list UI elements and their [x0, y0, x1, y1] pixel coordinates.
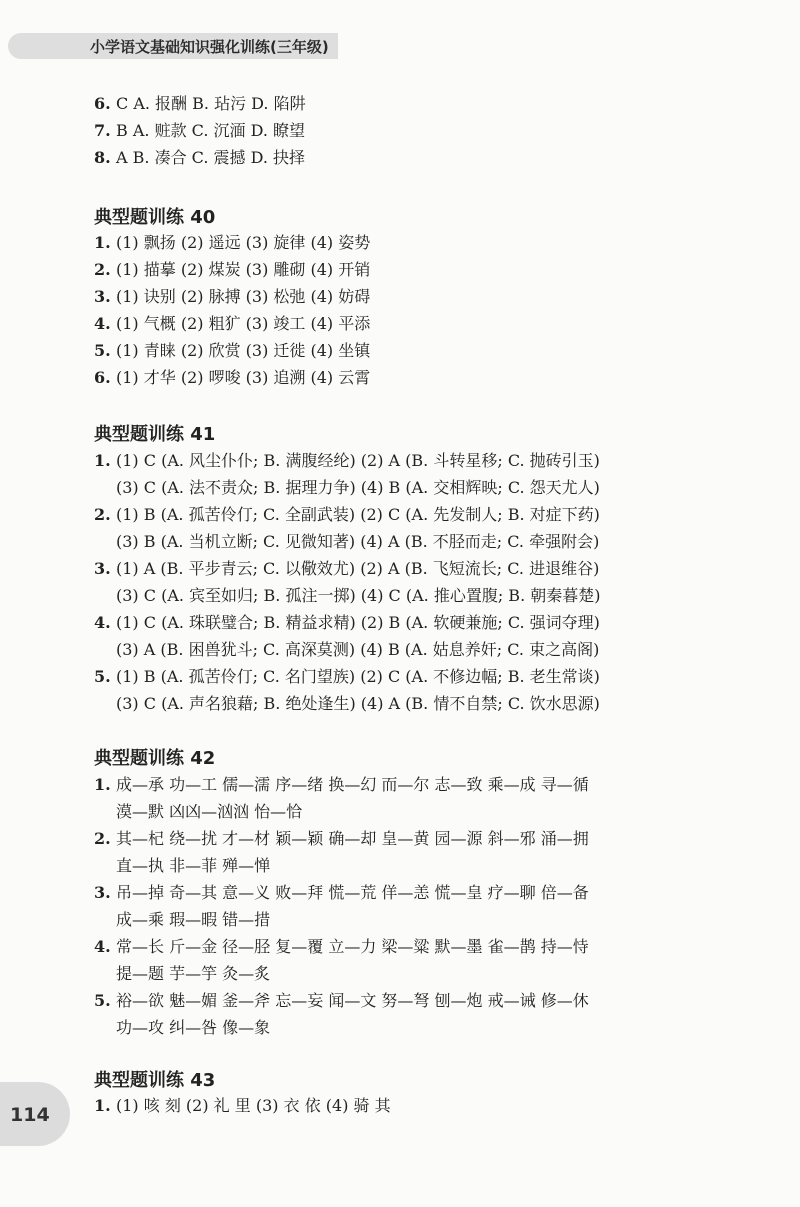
answer-line: 直—执 非—菲 殚—惮 [116, 856, 271, 875]
answer-line: (3) C (A. 宾至如归; B. 孤注一掷) (4) C (A. 推心置腹; B. 朝秦暮楚) [116, 586, 601, 605]
answer-line: 漠—默 凶凶—汹汹 怡—恰 [116, 802, 303, 821]
answer-line: 3. 吊—掉 奇—其 意—义 败—拜 慌—荒 佯—恙 慌—皇 疗—聊 倍—备 [94, 883, 589, 902]
answer-line: (3) A (B. 困兽犹斗; C. 高深莫测) (4) B (A. 姑息养奸; C. 束之高阁) [116, 640, 600, 659]
answer-line: 5. (1) B (A. 孤苦伶仃; C. 名门望族) (2) C (A. 不修边幅; B. 老生常谈) [94, 667, 600, 686]
answer-line: (3) C (A. 声名狼藉; B. 绝处逢生) (4) A (B. 情不自禁; C. 饮水思源) [116, 694, 600, 713]
answer-line: 功—攻 纠—咎 像—象 [116, 1018, 271, 1037]
answer-line: 7. B A. 赃款 C. 沉湎 D. 瞭望 [94, 121, 306, 140]
answer-line: (3) B (A. 当机立断; C. 见微知著) (4) A (B. 不胫而走; C. 牵强附会) [116, 532, 600, 551]
section-title-41: 典型题训练 41 [94, 424, 216, 445]
answer-line: 2. (1) 描摹 (2) 煤炭 (3) 雕砌 (4) 开销 [94, 260, 371, 279]
answer-line: 4. (1) C (A. 珠联璧合; B. 精益求精) (2) B (A. 软硬兼施; C. 强词夺理) [94, 613, 600, 632]
answer-line: 3. (1) A (B. 平步青云; C. 以儆效尤) (2) A (B. 飞短流长; C. 进退维谷) [94, 559, 600, 578]
answer-line: 2. 其—杞 绕—扰 才—材 颖—颖 确—却 皇—黄 园—源 斜—邪 涌—拥 [94, 829, 589, 848]
page-number: 114 [10, 1104, 50, 1126]
answer-line: 4. 常—长 斤—金 径—胫 复—覆 立—力 梁—粱 默—墨 雀—鹊 持—恃 [94, 937, 589, 956]
answer-line: 1. (1) 咳 刻 (2) 礼 里 (3) 衣 依 (4) 骑 其 [94, 1096, 391, 1115]
answer-line: 成—乘 瑕—暇 错—措 [116, 910, 271, 929]
answer-line: 8. A B. 凑合 C. 震撼 D. 抉择 [94, 148, 306, 167]
answer-line: 4. (1) 气概 (2) 粗犷 (3) 竣工 (4) 平添 [94, 314, 371, 333]
answer-line: 1. (1) C (A. 风尘仆仆; B. 满腹经纶) (2) A (B. 斗转星移; C. 抛砖引玉) [94, 451, 600, 470]
answer-line: 3. (1) 诀别 (2) 脉搏 (3) 松弛 (4) 妨碍 [94, 287, 371, 306]
section-title-43: 典型题训练 43 [94, 1070, 216, 1091]
answer-line: 6. C A. 报酬 B. 玷污 D. 陷阱 [94, 94, 306, 113]
section-title-40: 典型题训练 40 [94, 207, 216, 228]
answer-line: 1. (1) 飘扬 (2) 遥远 (3) 旋律 (4) 姿势 [94, 233, 371, 252]
answer-line: (3) C (A. 法不责众; B. 据理力争) (4) B (A. 交相辉映; C. 怨天尤人) [116, 478, 600, 497]
section-title-42: 典型题训练 42 [94, 748, 216, 769]
answer-line: 5. 裕—欲 魅—媚 釜—斧 忘—妄 闻—文 努—弩 刨—炮 戒—诫 修—休 [94, 991, 589, 1010]
page-header-title: 小学语文基础知识强化训练(三年级) [90, 38, 329, 56]
answer-line: 5. (1) 青睐 (2) 欣赏 (3) 迁徙 (4) 坐镇 [94, 341, 371, 360]
answer-line: 6. (1) 才华 (2) 啰唆 (3) 追溯 (4) 云霄 [94, 368, 371, 387]
answer-line: 1. 成—承 功—工 儒—濡 序—绪 换—幻 而—尔 志—致 乘—成 寻—循 [94, 775, 589, 794]
answer-line: 提—题 芋—竽 灸—炙 [116, 964, 271, 983]
answer-line: 2. (1) B (A. 孤苦伶仃; C. 全副武装) (2) C (A. 先发制人; B. 对症下药) [94, 505, 600, 524]
